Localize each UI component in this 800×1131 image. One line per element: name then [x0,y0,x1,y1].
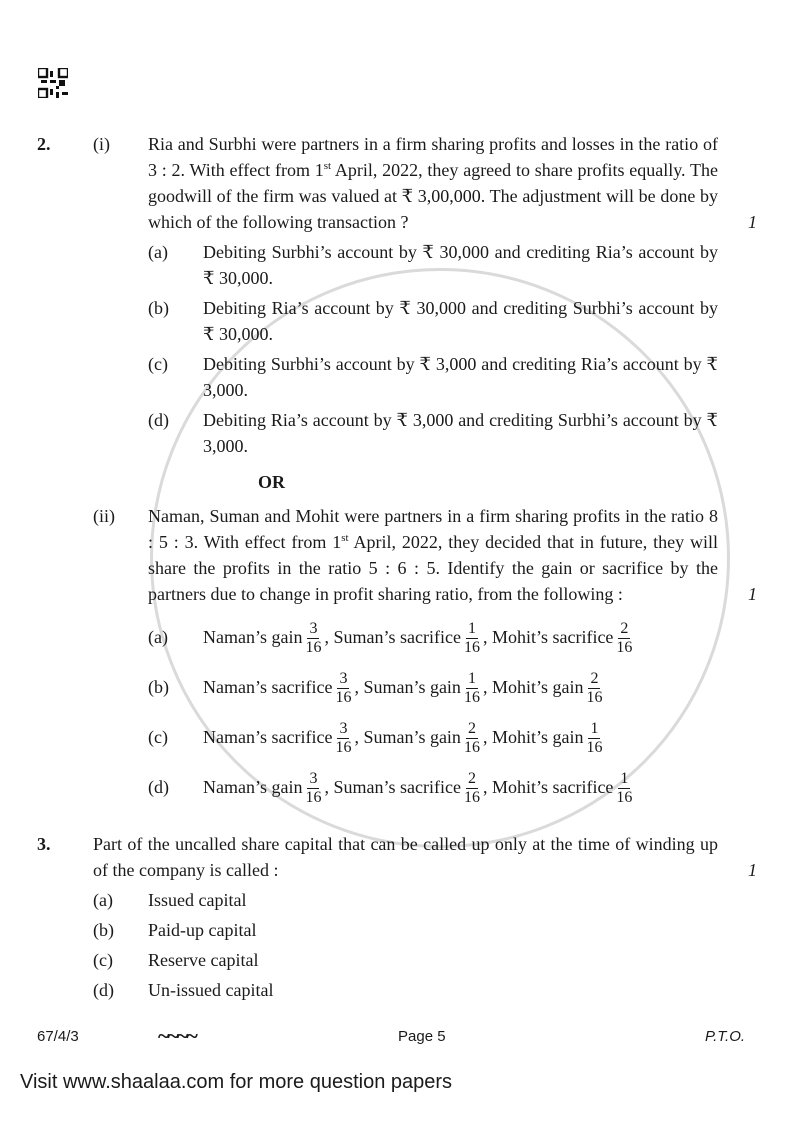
fraction [464,720,480,757]
option-text: Debiting Ria’s account by ₹ 30,000 and crediting Surbhi’s account by ₹ 30,000. [203,298,718,344]
marks: 1 [748,860,757,880]
numerator: 2 [467,770,476,788]
option-part: Naman’s gain [203,777,303,797]
numerator: 2 [590,670,599,688]
denominator: 16 [616,789,633,807]
fraction [305,770,321,807]
denominator: 16 [463,689,480,707]
option-text: Debiting Surbhi’s account by ₹ 3,000 and crediting Ria’s account by ₹ 3,000. [203,354,718,400]
denominator: 16 [463,639,480,657]
option-label: (a) [148,242,168,262]
option-part: Naman’s gain [203,627,303,647]
question-text: Ria and Surbhi were partners in a firm sharing profits and losses in the ratio of 3 : 2. With effect from 1st April, 2022, they agreed to share profits equally. The goodwill of the firm was valued at ₹ 3,00,000. The adjustment will be done by which of the following transaction ? [148,134,718,232]
options-list [37,887,763,1003]
denominator: 16 [463,789,480,807]
numerator: 1 [467,670,476,688]
fraction [616,770,632,807]
option-label: (b) [148,298,169,318]
numerator: 2 [467,720,476,738]
option-text: Paid-up capital [148,920,257,940]
page-number: Page 5 [398,1027,446,1045]
options-list [148,615,718,809]
option-label: (a) [93,890,113,910]
options-row [37,235,763,459]
denominator: 16 [305,639,322,657]
paper-code: 67/4/3 [37,1027,79,1045]
option-part: , Suman’s gain [354,677,461,697]
option-text: Reserve capital [148,950,259,970]
fraction [464,670,480,707]
option-label: (a) [148,627,168,647]
or-separator: OR [258,472,285,492]
question-number: 3. [37,834,51,854]
option-part: , Mohit’s sacrifice [482,777,614,797]
question-number: 2. [37,134,51,154]
ornament: ~~~~ [158,1023,196,1048]
option-part: , Suman’s sacrifice [324,627,461,647]
denominator: 16 [463,739,480,757]
option-label: (c) [93,950,113,970]
denominator: 16 [586,689,603,707]
fraction [335,670,351,707]
fraction [335,720,351,757]
visit-link[interactable]: Visit www.shaalaa.com for more question papers [20,1071,453,1093]
marks: 1 [748,212,757,232]
option-part: , Suman’s gain [354,727,461,747]
numerator: 3 [309,620,318,638]
fraction [464,620,480,657]
option-text [203,665,718,709]
numerator: 2 [620,620,629,638]
numerator: 3 [339,720,348,738]
denominator: 16 [586,739,603,757]
please-turn-over: P.T.O. [705,1027,746,1045]
denominator: 16 [335,739,352,757]
fraction [464,770,480,807]
option-text: Issued capital [148,890,247,910]
option-part: Naman’s sacrifice [203,727,333,747]
denominator: 16 [616,639,633,657]
part-label: (ii) [93,506,115,526]
option-label: (d) [148,410,169,430]
option-text [203,765,718,809]
option-part: , Suman’s sacrifice [324,777,461,797]
option-part: , Mohit’s gain [482,677,584,697]
question-2-part-i [37,131,763,235]
denominator: 16 [335,689,352,707]
question-3 [37,831,763,883]
numerator: 3 [309,770,318,788]
numerator: 1 [467,620,476,638]
option-label: (b) [148,677,169,697]
option-label: (b) [93,920,114,940]
question-text: Part of the uncalled share capital that can be called up only at the time of winding up of the company is called : [93,834,718,880]
numerator: 3 [339,670,348,688]
option-label: (c) [148,727,168,747]
option-label: (c) [148,354,168,374]
fraction [305,620,321,657]
options-row [37,607,763,809]
fraction [616,620,632,657]
fraction [586,720,602,757]
numerator: 1 [590,720,599,738]
option-label: (d) [93,980,114,1000]
option-text [203,615,718,659]
options-list [148,239,718,459]
part-label: (i) [93,134,110,154]
option-text: Debiting Ria’s account by ₹ 3,000 and crediting Surbhi’s account by ₹ 3,000. [203,410,718,456]
option-text: Un-issued capital [148,980,274,1000]
option-part: Naman’s sacrifice [203,677,333,697]
option-text: Debiting Surbhi’s account by ₹ 30,000 and crediting Ria’s account by ₹ 30,000. [203,242,718,288]
page-footer [37,1023,763,1049]
question-2-part-ii [37,503,763,607]
marks: 1 [748,584,757,604]
option-text [203,715,718,759]
numerator: 1 [620,770,629,788]
question-text: Naman, Suman and Mohit were partners in a firm sharing profits in the ratio 8 : 5 : 3. With effect from 1st April, 2022, they decided that in future, they will share the profits in the ratio 5 : 6 : 5. Identify the gain or sacrifice by the partners due to change in profit sharing ratio, from the following : [148,506,718,604]
option-part: , Mohit’s gain [482,727,584,747]
option-label: (d) [148,777,169,797]
denominator: 16 [305,789,322,807]
option-part: , Mohit’s sacrifice [482,627,614,647]
fraction [586,670,602,707]
